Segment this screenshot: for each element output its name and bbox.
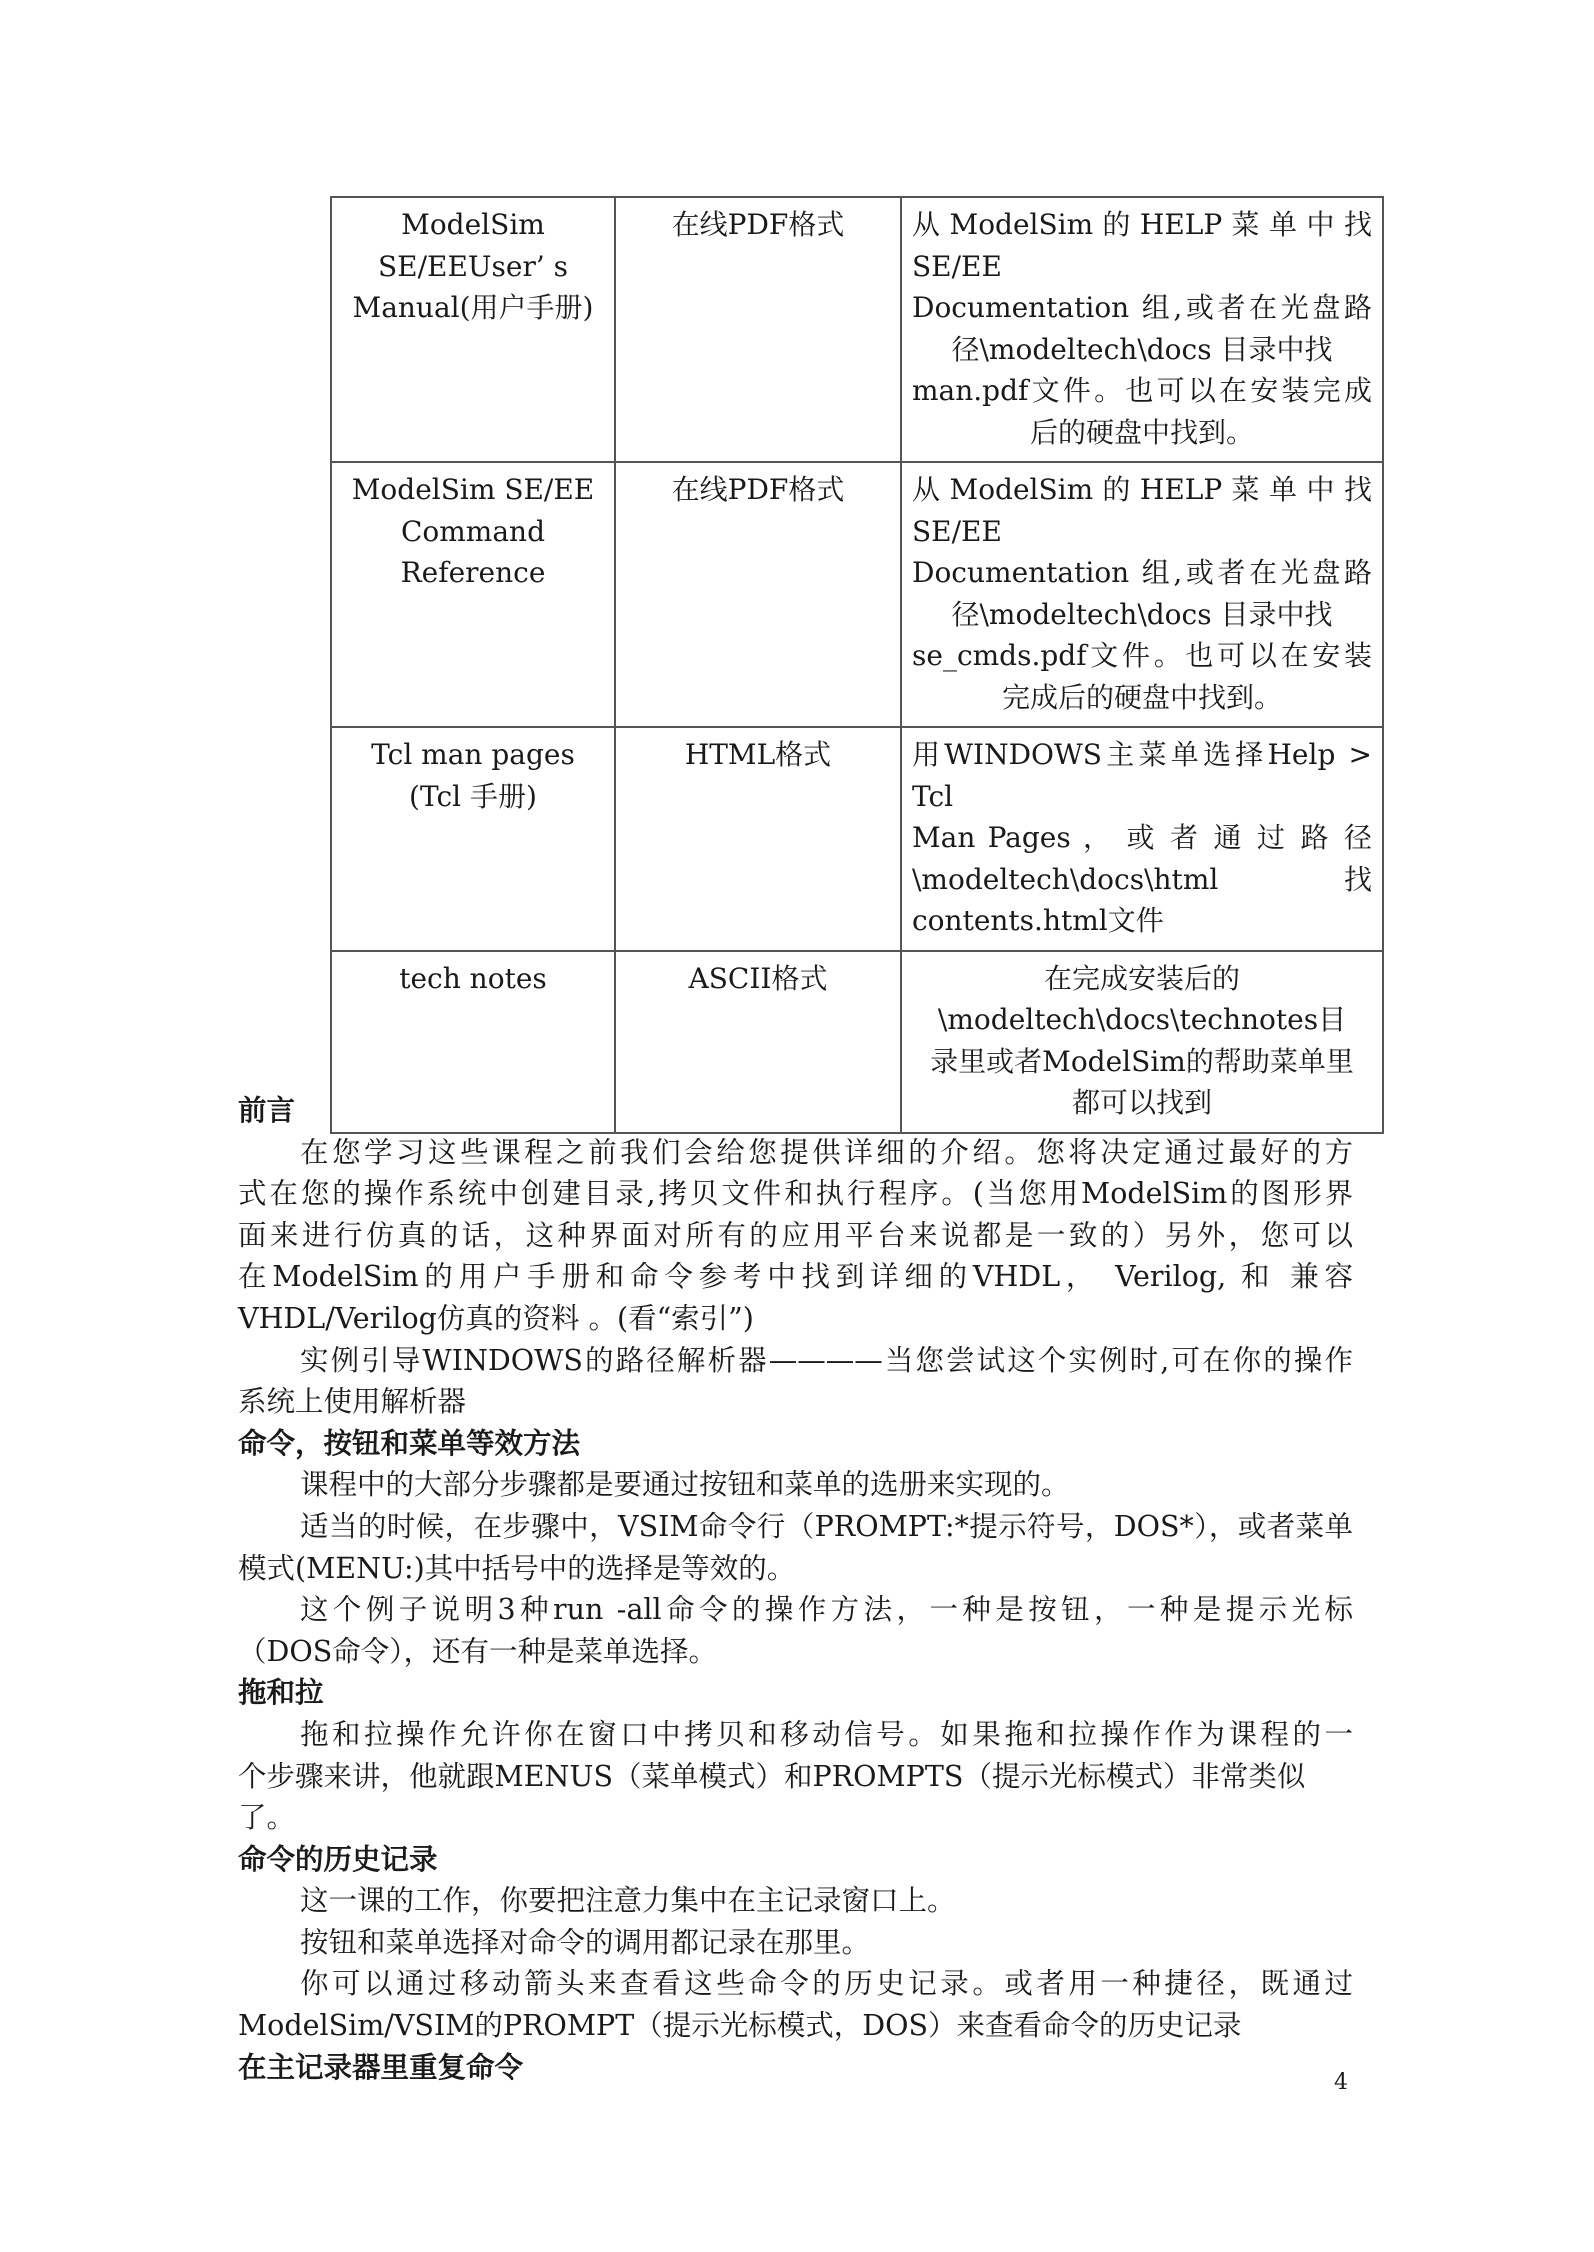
doc-location-line: man.pdf文件。也可以在安装完成 [912, 374, 1372, 407]
text-line: 适当的时候，在步骤中，VSIM命令行（PROMPT:*提示符号，DOS*），或者菜单 [300, 1509, 1353, 1543]
preface-heading: 前言 [238, 1094, 296, 1127]
history-paragraph-1: 这一课的工作，你要把注意力集中在主记录窗口上。 [300, 1884, 956, 1918]
preface-paragraph-1 [238, 1132, 1353, 1340]
doc-location-line: contents.html文件 [912, 904, 1164, 937]
history-paragraph-3 [238, 1963, 1353, 2046]
drag-heading: 拖和拉 [238, 1676, 324, 1710]
doc-location-line: 完成后的硬盘中找到。 [1001, 680, 1282, 714]
commands-paragraph-3 [238, 1589, 1353, 1672]
documentation-table [330, 196, 1384, 1134]
doc-name-line: Manual(用户手册) [352, 291, 594, 324]
history-paragraph-2: 按钮和菜单选择对命令的调用都记录在那里。 [300, 1925, 871, 1959]
preface-paragraph-2 [238, 1340, 1353, 1423]
text-line: 在ModelSim的用户手册和命令参考中找到详细的VHDL， Verilog, 和 兼容 [238, 1260, 1353, 1294]
doc-name-line: Command [400, 514, 546, 548]
doc-location-line: 径\modeltech\docs 目录中找 [951, 332, 1333, 366]
text-line: 模式(MENU:)其中括号中的选择是等效的。 [238, 1551, 796, 1585]
text-line: 这个例子说明3种run -all命令的操作方法，一种是按钮，一种是提示光标 [300, 1593, 1353, 1627]
doc-name-cell [331, 462, 615, 727]
text-line: ModelSim/VSIM的PROMPT（提示光标模式，DOS）来查看命令的历史记录 [238, 2009, 1242, 2043]
text-line: 面来进行仿真的话，这种界面对所有的应用平台来说都是一致的）另外，您可以 [238, 1218, 1353, 1252]
doc-location-line: 从 ModelSim 的 HELP 菜 单 中 找 [912, 473, 1372, 506]
doc-name-line: ModelSim [401, 208, 545, 241]
page-number: 4 [1334, 2070, 1348, 2095]
repeat-heading: 在主记录器里重复命令 [238, 2050, 524, 2084]
doc-name-line: tech notes [399, 961, 547, 995]
text-line: 在您学习这些课程之前我们会给您提供详细的介绍。您将决定通过最好的方 [300, 1135, 1353, 1169]
doc-name-line: Tcl man pages [371, 738, 575, 771]
table-row [331, 197, 1383, 462]
doc-location-line: 都可以找到 [1071, 1086, 1212, 1119]
doc-location-line: SE/EE [912, 514, 1002, 548]
doc-location-line: Man Pages ， 或 者 通 过 路 径 [912, 821, 1372, 854]
documentation-table-body [331, 197, 1383, 1133]
doc-location-line: 录里或者ModelSim的帮助菜单里 [930, 1044, 1354, 1078]
table-row [331, 462, 1383, 727]
commands-heading: 命令，按钮和菜单等效方法 [238, 1426, 581, 1460]
table-row [331, 727, 1383, 951]
doc-name-cell [331, 197, 615, 462]
doc-format-cell: HTML格式 [615, 727, 901, 951]
doc-location-line: 从 ModelSim 的 HELP 菜 单 中 找 [912, 208, 1372, 241]
text-line: 式在您的操作系统中创建目录,拷贝文件和执行程序。(当您用ModelSim的图形界 [238, 1177, 1353, 1211]
doc-name-cell [331, 727, 615, 951]
text-line: 实例引导WINDOWS的路径解析器————当您尝试这个实例时,可在你的操作 [300, 1343, 1353, 1377]
main-text [238, 1090, 1353, 2088]
text-line: 你可以通过移动箭头来查看这些命令的历史记录。或者用一种捷径，既通过 [300, 1967, 1353, 2001]
doc-location-line: se_cmds.pdf文件。也可以在安装 [912, 639, 1372, 672]
doc-name-line: ModelSim SE/EE [351, 473, 595, 506]
doc-location-line: Documentation 组,或者在光盘路 [912, 556, 1372, 589]
doc-location-line: 在完成安装后的 [1043, 961, 1240, 995]
doc-name-line: (Tcl 手册) [409, 779, 537, 813]
commands-paragraph-1: 课程中的大部分步骤都是要通过按钮和菜单的选册来实现的。 [300, 1468, 1070, 1502]
doc-format-cell: 在线PDF格式 [615, 462, 901, 727]
doc-name-line: SE/EEUser’ s [377, 249, 569, 283]
text-line: 拖和拉操作允许你在窗口中拷贝和移动信号。如果拖和拉操作作为课程的一 [300, 1717, 1353, 1751]
doc-location-line: 后的硬盘中找到。 [1029, 415, 1254, 449]
drag-paragraph [238, 1714, 1353, 1839]
text-line: 系统上使用解析器 [238, 1385, 467, 1419]
commands-paragraph-2 [238, 1506, 1353, 1589]
doc-location-line: \modeltech\docs\technotes目 [937, 1003, 1347, 1036]
doc-name-line: Reference [400, 556, 546, 589]
text-line: 个步骤来讲，他就跟MENUS（菜单模式）和PROMPTS（提示光标模式）非常类似了。 [238, 1759, 1306, 1835]
doc-location-cell [901, 462, 1383, 727]
history-heading: 命令的历史记录 [238, 1842, 438, 1876]
doc-location-line: \modeltech\docs\html 找 [912, 862, 1372, 896]
text-line: VHDL/Verilog仿真的资料 。(看“索引”) [238, 1301, 754, 1335]
doc-location-line: 用WINDOWS主菜单选择Help > Tcl [912, 738, 1372, 813]
text-line: （DOS命令），还有一种是菜单选择。 [238, 1634, 717, 1668]
doc-location-cell [901, 197, 1383, 462]
doc-location-line: 径\modeltech\docs 目录中找 [951, 597, 1333, 631]
doc-location-line: SE/EE [912, 249, 1002, 283]
doc-location-line: Documentation 组,或者在光盘路 [912, 291, 1372, 324]
doc-format-cell: 在线PDF格式 [615, 197, 901, 462]
doc-location-cell [901, 727, 1383, 951]
doc-format-cell: ASCII格式 [615, 951, 901, 1133]
